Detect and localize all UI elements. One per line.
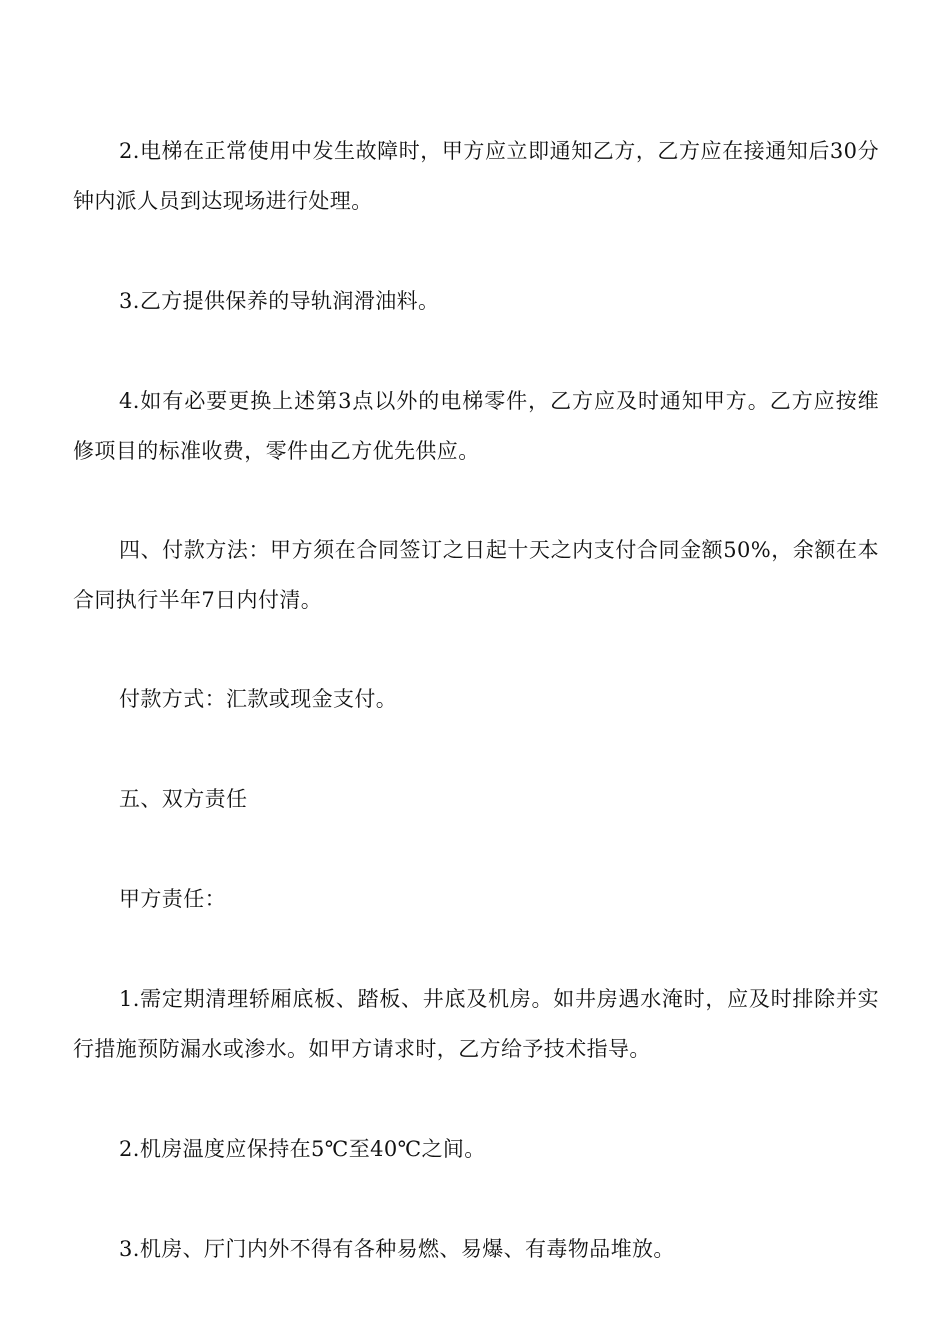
section-heading-responsibilities: 五、双方责任 [119,787,248,811]
paragraph-lubricant-supply: 3.乙方提供保养的导轨润滑油料。 [119,289,440,313]
paragraph-cleaning-duty: 1.需定期清理轿厢底板、踏板、井底及机房。如井房遇水淹时，应及时排除并实行措施预防漏水或渗水。如甲方请求时，乙方给予技术指导。 [73,987,879,1061]
paragraph-hazardous-materials: 3.机房、厅门内外不得有各种易燃、易爆、有毒物品堆放。 [119,1237,675,1261]
paragraph-parts-replacement: 4.如有必要更换上述第3点以外的电梯零件，乙方应及时通知甲方。乙方应按维修项目的标准收费，零件由乙方优先供应。 [73,389,879,463]
paragraph-payment-type: 付款方式：汇款或现金支付。 [119,687,398,711]
paragraph-fault-notification: 2.电梯在正常使用中发生故障时，甲方应立即通知乙方，乙方应在接通知后30分钟内派人员到达现场进行处理。 [73,139,879,213]
subheading-party-a-responsibilities: 甲方责任： [119,887,226,911]
paragraph-machine-room-temperature: 2.机房温度应保持在5℃至40℃之间。 [119,1137,486,1161]
paragraph-payment-method: 四、付款方法：甲方须在合同签订之日起十天之内支付合同金额50%，余额在本合同执行半年7日内付清。 [73,538,879,612]
